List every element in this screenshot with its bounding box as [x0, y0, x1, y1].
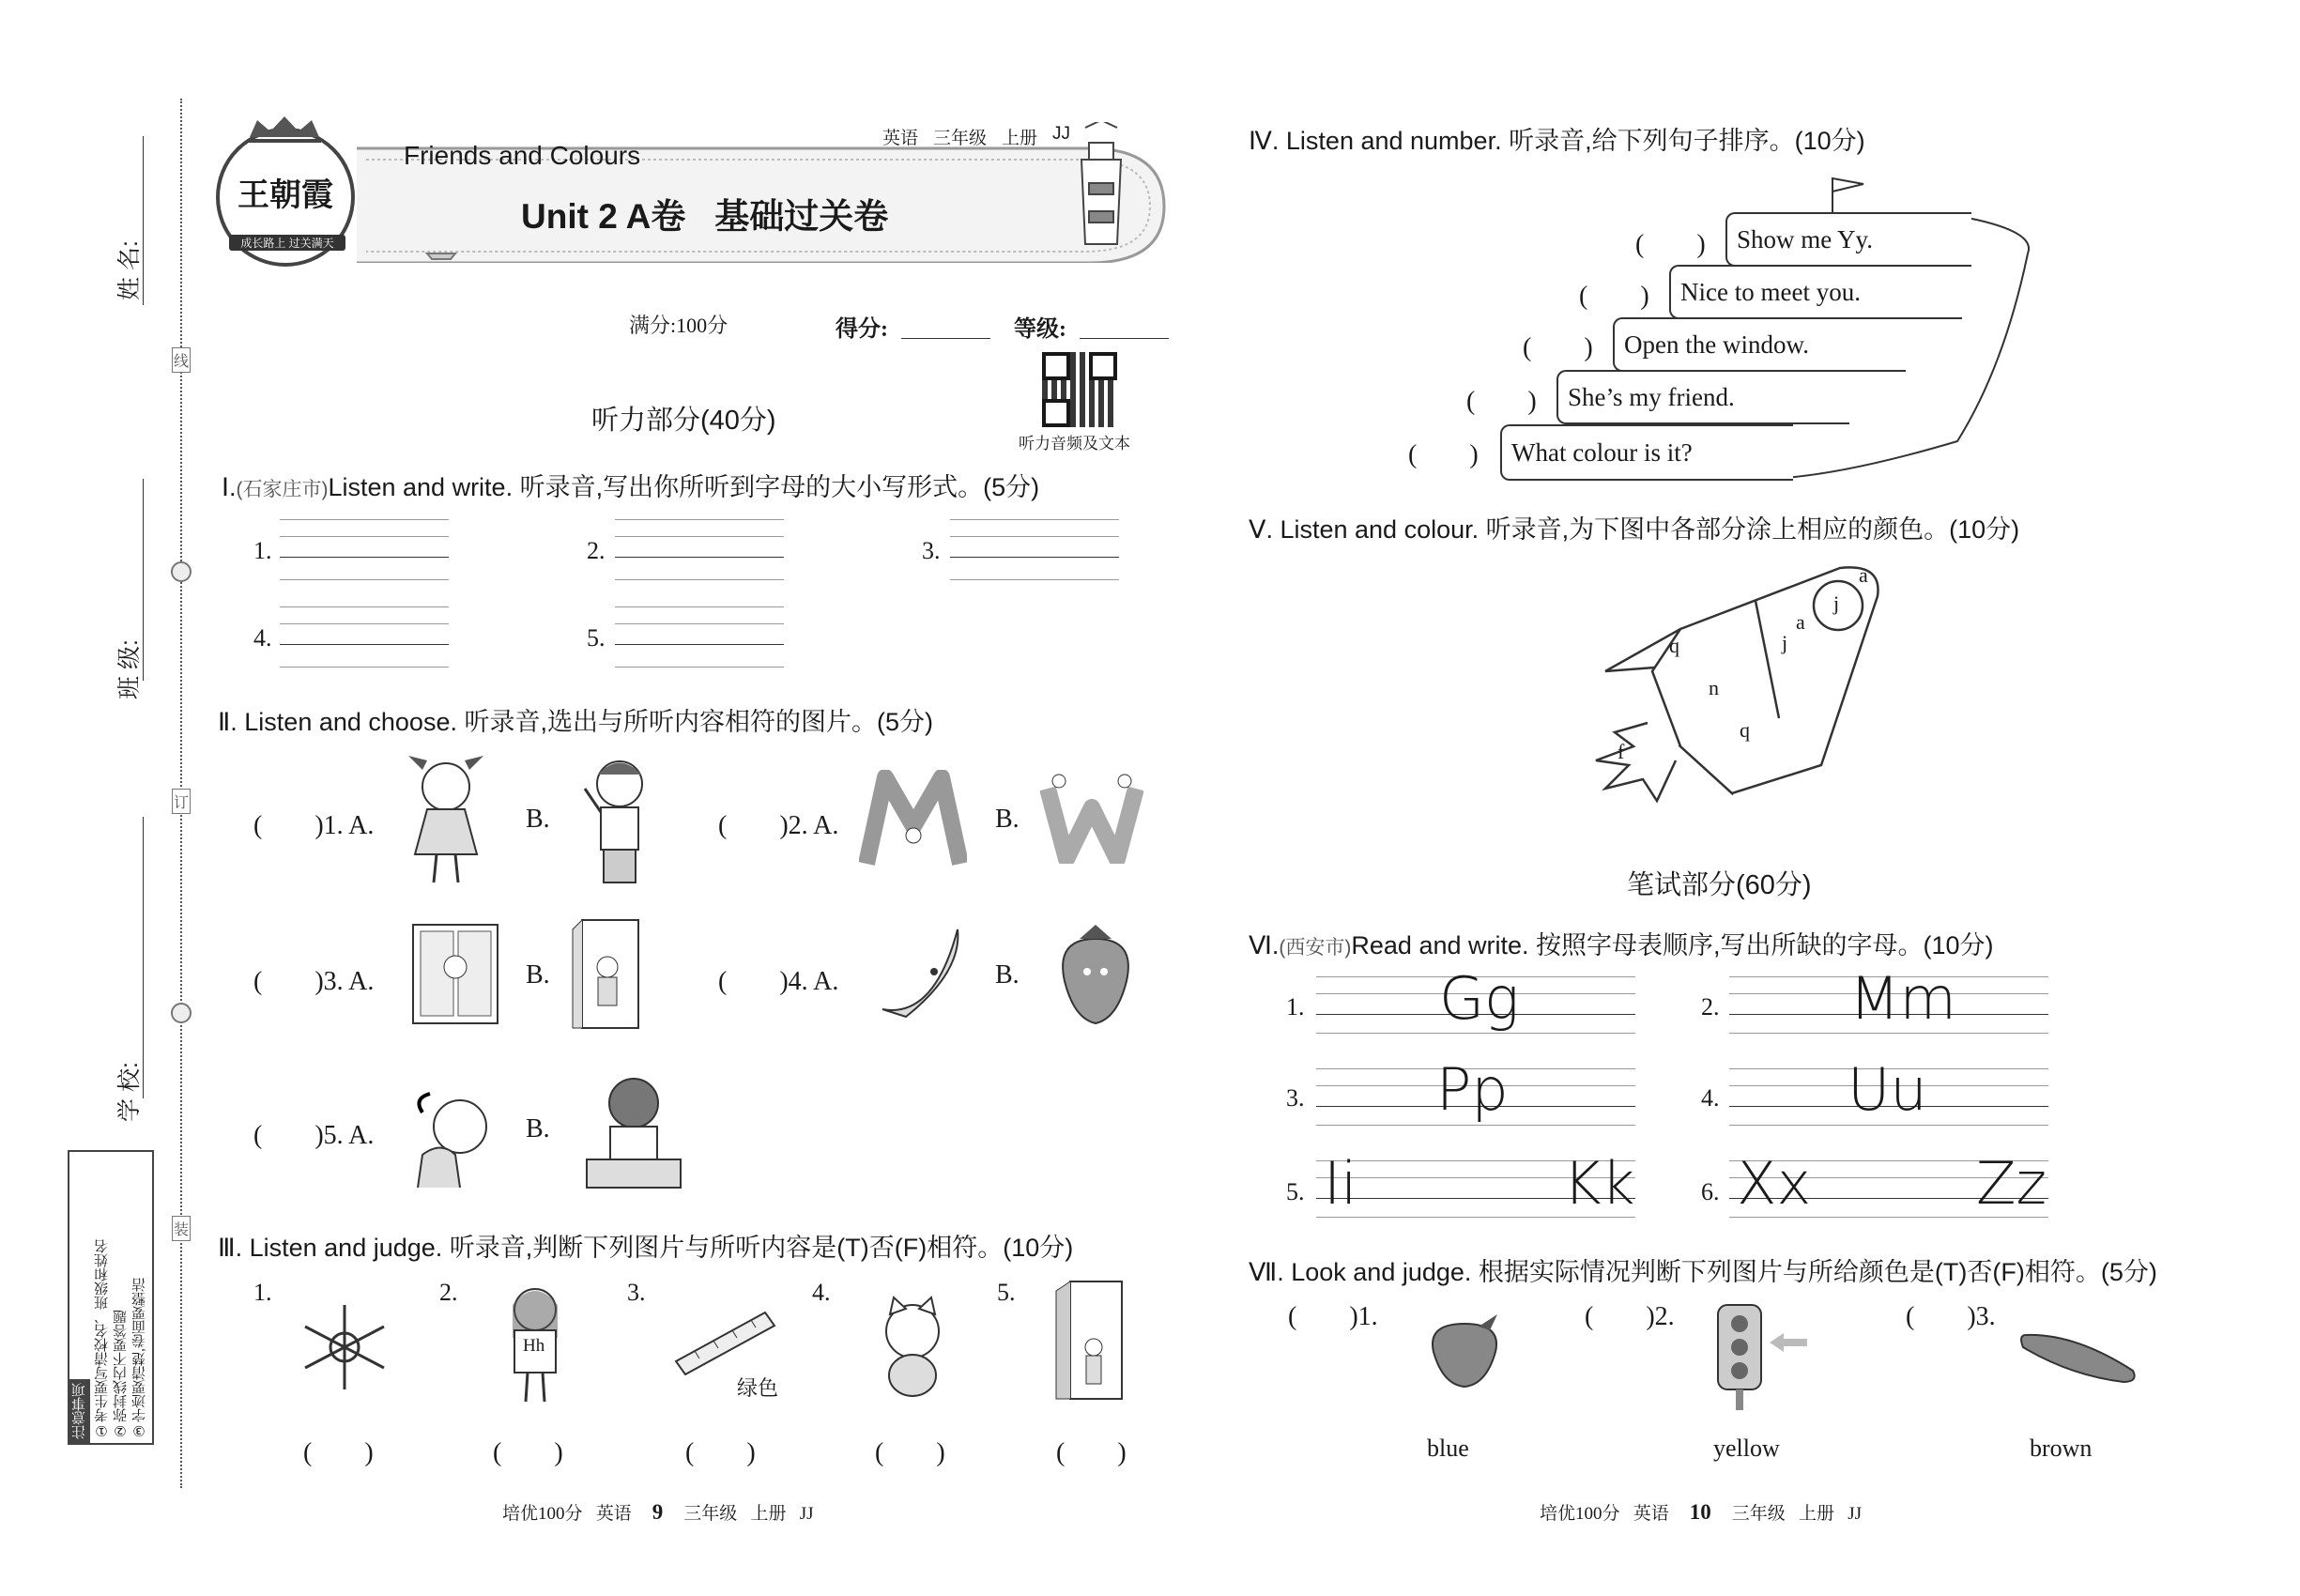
sec7-color-brown: brown: [2030, 1435, 2093, 1462]
boy-waving-picture[interactable]: [577, 751, 662, 887]
score-label: 得分:: [836, 317, 888, 342]
sentence-step-3: Open the window.: [1613, 317, 1906, 372]
writing-title: 笔试部分(60分): [1627, 870, 1812, 900]
section-1-text: Listen and write. 听录音,写出你所听到字母的大小写形式。(5分): [328, 473, 1040, 501]
rocket-letter-q-fin: q: [1669, 634, 1679, 657]
cut-label-zhuang: 装: [172, 1216, 191, 1241]
tag-grade: 三年级: [933, 129, 988, 148]
lighthouse-icon: [1081, 122, 1121, 244]
page-title: Unit 2 A卷 基础过关卷: [521, 197, 889, 236]
sec2-item-2-label[interactable]: ( )2. A.: [718, 811, 839, 840]
left-footer-book: 培优100分 英语: [502, 1504, 632, 1524]
section-6-num: Ⅵ.: [1249, 931, 1280, 959]
opening-window-picture[interactable]: [404, 920, 507, 1028]
right-footer-grade: 三年级 上册 JJ: [1731, 1504, 1863, 1524]
qr-caption: 听力音频及文本: [1019, 435, 1130, 453]
sentence-step-1: Show me Yy.: [1725, 212, 1971, 267]
name-label: 姓 名:: [116, 240, 143, 300]
section-5-heading: Ⅴ. Listen and colour. 听录音,为下图中各部分涂上相应的颜色。(10分): [1249, 515, 2020, 544]
strawberry-small-picture[interactable]: [1422, 1310, 1507, 1389]
left-footer: [502, 1499, 814, 1525]
tag-edition: JJ: [1052, 124, 1071, 144]
section-7-heading: Ⅶ. Look and judge. 根据实际情况判断下列图片与所给颜色是(T)否(F)相符。(5分): [1249, 1258, 2157, 1286]
traffic-light-picture[interactable]: [1713, 1300, 1817, 1413]
grade-blank[interactable]: [1080, 338, 1169, 339]
cut-label-line: 线: [172, 347, 191, 373]
cut-label-ding: 订: [172, 789, 191, 814]
opening-door-picture[interactable]: [568, 915, 648, 1033]
score-blank[interactable]: [901, 338, 990, 339]
section-4-heading: Ⅳ. Listen and number. 听录音,给下列句子排序。(10分): [1249, 127, 1865, 155]
sec3-blank-1[interactable]: ( ): [303, 1438, 374, 1467]
rocket-letter-f-flame: f: [1618, 740, 1625, 763]
sec3-num-3: 3.: [627, 1279, 646, 1306]
section-2-heading: Ⅱ. Listen and choose. 听录音,选出与所听内容相符的图片。(5分): [218, 708, 933, 736]
right-page-number: 10: [1689, 1499, 1711, 1524]
subtitle: Friends and Colours: [404, 141, 641, 170]
left-page-number: 9: [652, 1499, 664, 1524]
rocket-letter-a-mid: a: [1796, 610, 1805, 634]
child-hand-picture[interactable]: [404, 1084, 498, 1188]
sec6-letters-kk: Kk: [1563, 1149, 1635, 1218]
section-6-city: (西安市): [1279, 937, 1352, 959]
sec6-letters-gg: Gg: [1439, 964, 1520, 1033]
sec3-blank-2[interactable]: ( ): [493, 1438, 563, 1467]
sec3-num-2: 2.: [439, 1279, 458, 1306]
tag-subject: 英语: [882, 129, 919, 148]
sec6-letters-pp: Pp: [1436, 1055, 1509, 1124]
sec4-blank-2[interactable]: ( ): [1579, 282, 1649, 311]
sec7-color-yellow: yellow: [1713, 1435, 1780, 1462]
school-label: 学 校:: [116, 1062, 143, 1122]
sec2-item-1-b: B.: [526, 805, 550, 834]
child-desk-picture[interactable]: [577, 1070, 690, 1192]
strawberry-picture[interactable]: [1051, 915, 1141, 1028]
section-1-heading: [222, 467, 1039, 503]
sec2-item-5-b: B.: [526, 1114, 550, 1143]
section-6-text: Read and write. 按照字母表顺序,写出所缺的字母。(10分): [1351, 931, 1994, 959]
sentence-step-5: What colour is it?: [1500, 424, 1793, 481]
sec7-color-blue: blue: [1427, 1435, 1469, 1462]
section-6-heading: [1249, 925, 1994, 961]
sec4-blank-4[interactable]: ( ): [1466, 387, 1537, 416]
sec2-item-4-label[interactable]: ( )4. A.: [718, 967, 839, 996]
binding-hole-icon: [171, 561, 192, 582]
rocket-letter-q-lower: q: [1740, 718, 1750, 742]
rocket-letter-j-window: j: [1833, 591, 1840, 615]
sec3-num-1: 1.: [253, 1279, 272, 1306]
subject-tags: [882, 124, 1070, 149]
sec6-letters-mm: Mm: [1849, 964, 1956, 1033]
letter-w-picture[interactable]: [1040, 770, 1143, 864]
binding-hole-icon: [171, 1003, 192, 1023]
letter-m-picture[interactable]: [859, 770, 967, 868]
door-boy-picture[interactable]: [1047, 1277, 1131, 1404]
snowflake-picture[interactable]: [296, 1300, 394, 1394]
hh-label: Hh: [523, 1336, 545, 1356]
sentence-step-2: Nice to meet you.: [1669, 265, 1962, 319]
right-footer: [1540, 1499, 1862, 1525]
qr-code[interactable]: [1042, 352, 1117, 427]
sec7-item-1-label[interactable]: ( )1.: [1288, 1302, 1378, 1331]
sec2-item-2-b: B.: [995, 805, 1020, 834]
sec2-item-4-b: B.: [995, 960, 1020, 990]
sec6-letters-xx: Xx: [1737, 1149, 1812, 1218]
section-1-num: Ⅰ.: [222, 473, 237, 501]
sec4-blank-5[interactable]: ( ): [1408, 440, 1479, 469]
sec3-num-4: 4.: [812, 1279, 831, 1306]
sec6-letters-uu: Uu: [1848, 1055, 1927, 1124]
section-1-city: (石家庄市): [236, 479, 329, 500]
cat-picture[interactable]: [873, 1296, 953, 1399]
note-3: ③字迹要清楚,卷面要整洁: [131, 1277, 147, 1439]
logo: [216, 128, 355, 267]
rocket-letter-n-body: n: [1709, 676, 1719, 699]
rocket-letter-j-mid: j: [1782, 631, 1788, 654]
ruler-picture[interactable]: [671, 1305, 779, 1375]
boat-icon: [427, 253, 455, 259]
crown-icon: [248, 116, 321, 143]
sec3-blank-5[interactable]: ( ): [1056, 1438, 1127, 1467]
section-3-heading: Ⅲ. Listen and judge. 听录音,判断下列图片与所听内容是(T)否(F)相符。(10分): [218, 1234, 1074, 1262]
left-footer-grade: 三年级 上册 JJ: [683, 1504, 814, 1524]
sec2-item-3-b: B.: [526, 960, 550, 990]
note-1: ①考生要写清校名、班级和姓名: [94, 1239, 110, 1439]
sec2-item-5-label[interactable]: ( )5. A.: [253, 1121, 375, 1150]
listening-title: 听力部分(40分): [591, 406, 776, 436]
full-score: 满分:100分: [629, 314, 728, 337]
sec2-item-3-label[interactable]: ( )3. A.: [253, 967, 375, 996]
sec7-item-2-label[interactable]: ( )2.: [1585, 1302, 1675, 1331]
note-2: ②弥封线内不要答题: [113, 1310, 129, 1439]
sec4-blank-3[interactable]: ( ): [1523, 333, 1593, 362]
header-banner: [216, 122, 1173, 263]
sec6-letters-ii: Ii: [1324, 1149, 1357, 1218]
cucumber-picture[interactable]: [2018, 1324, 2140, 1389]
grade-label: 等级:: [1014, 317, 1066, 342]
girl-with-bow-picture[interactable]: [404, 751, 488, 887]
rocket-letter-a-top: a: [1859, 563, 1868, 587]
sec3-blank-4[interactable]: ( ): [875, 1438, 945, 1467]
binding-margin: [0, 0, 188, 1596]
sec4-blank-1[interactable]: ( ): [1635, 230, 1706, 259]
tag-volume: 上册: [1002, 129, 1038, 148]
logo-tagline: 成长路上 过关满天: [229, 235, 345, 251]
rocket-drawing[interactable]: [1568, 559, 1906, 812]
sec6-letters-zz: Zz: [1976, 1149, 2047, 1218]
sec2-item-1-label[interactable]: ( )1. A.: [253, 811, 375, 840]
class-label: 班 级:: [116, 639, 143, 699]
sec3-num-5: 5.: [997, 1279, 1016, 1306]
right-footer-book: 培优100分 英语: [1540, 1504, 1669, 1524]
notes-box: [68, 1150, 154, 1445]
sec3-blank-3[interactable]: ( ): [685, 1438, 756, 1467]
logo-text: 王朝霞: [238, 176, 333, 214]
sec7-item-3-label[interactable]: ( )3.: [1906, 1302, 1996, 1331]
ruler-color-label: 绿色: [737, 1376, 779, 1400]
banana-picture[interactable]: [868, 915, 976, 1023]
sentence-step-4: She’s my friend.: [1556, 370, 1849, 424]
notes-title: 注意事项: [69, 1379, 90, 1443]
